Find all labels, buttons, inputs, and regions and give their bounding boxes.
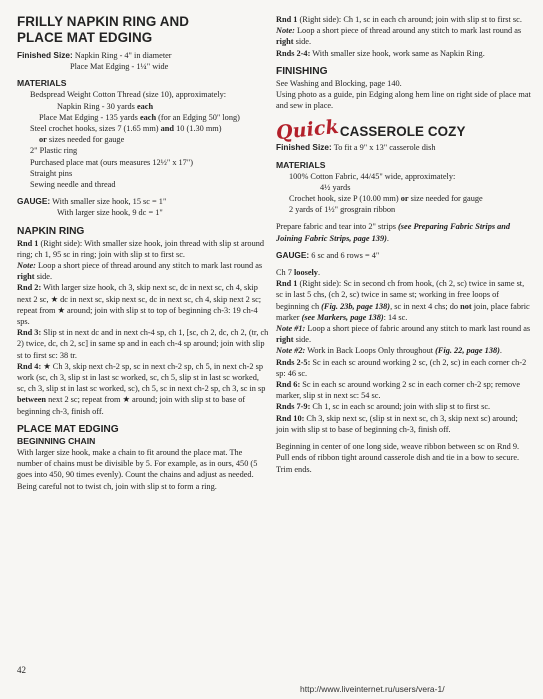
cozy-rnds-2-5: Rnds 2-5: Sc in each sc around working 2 sc, (ch 2, sc) in each corner ch-2 sp: 46 sc.: [276, 357, 527, 378]
left-column: [17, 14, 269, 492]
napkin-rnd-4: Rnd 4: ★ Ch 3, skip next ch-2 sp, sc in next ch-2 sp, ch 5, in next ch-2 sp work (sc, ch 3, slip st in last sc worked, sc, ch 5, slip st in last sc worked, sc, ch 3, slip st in last sc worked, sc), ch 5, sc in next ch-2 sp, ch 3, sc in sp between next 2 sc; repeat from ★ around; join with slip st to base of beginning ch-3, finish off.: [17, 361, 266, 416]
cozy-material-yardage: 4½ yards: [320, 182, 351, 192]
napkin-note: Note: Loop a short piece of thread around any stitch to mark last round as right side.: [17, 261, 263, 282]
cozy-rnd-6: Rnd 6: Sc in each sc around working 2 sc in each corner ch-2 sp; remove marker, slip st in next sc: 54 sc.: [276, 380, 521, 401]
cozy-rnd-1: Rnd 1 (Right side): Sc in second ch from hook, (ch 2, sc) twice in same st, sc in last 5 chs, (ch 2, sc) twice in same st; working in free loops of beginning ch (Fig. 23b, page 138), sc in next 4 chs; do not join, place fabric marker (see Markers, page 138): 14 sc.: [276, 279, 530, 322]
finished-size-label: Finished Size:: [17, 50, 73, 60]
finished-size-napkin: Finished Size: Napkin Ring - 4" in diameter: [17, 50, 172, 60]
casserole-cozy-title: QuickCASSEROLE COZY: [275, 116, 466, 145]
gauge-line-1: GAUGE: With smaller size hook, 15 sc = 1": [17, 196, 167, 207]
beginning-chain-heading: BEGINNING CHAIN: [17, 435, 96, 446]
napkin-ring-heading: NAPKIN RING: [17, 225, 85, 237]
material-place-mat: Purchased place mat (ours measures 12½" x 17"): [30, 157, 193, 167]
material-needle: Sewing needle and thread: [30, 180, 116, 190]
materials-heading: MATERIALS: [17, 78, 67, 89]
finishing-heading: FINISHING: [276, 65, 328, 77]
cozy-finished-size: Finished Size: To fit a 9" x 13" casserole dish: [276, 142, 436, 153]
beginning-chain-text: With larger size hook, make a chain to fit around the place mat. The number of chains must be divisible by 5. For example, as in ours, 450 (5 goes into 450, 90 times evenly). Count the chains and adjust as needed. Being careful not to twist ch, join with slip st to form a ring.: [17, 447, 258, 491]
cozy-note-1: Note #1: Loop a short piece of fabric around any stitch to mark last round as right side.: [276, 324, 531, 345]
finishing-line-1: See Washing and Blocking, page 140.: [276, 78, 402, 88]
finishing-line-2: Using photo as a guide, pin Edging along hem line on right side of place mat and sew in place.: [276, 90, 531, 111]
pattern-title-line-2: PLACE MAT EDGING: [17, 30, 153, 45]
napkin-rnd-3: Rnd 3: Slip st in next dc and in next ch-4 sp, ch 1, [sc, ch 2, dc, ch 2, (tr, ch 2) twice, dc, ch 2, sc] in same sp and in each ch-4 sp around; join with slip st to first sc: 38 tr.: [17, 328, 269, 360]
cozy-closing-instructions: Beginning in center of one long side, weave ribbon between sc on Rnd 9. Pull ends of ribbon tight around casserole dish and tie in a bow to secure. Trim ends.: [276, 442, 520, 474]
material-pins: Straight pins: [30, 168, 73, 178]
material-placemat-yardage: Place Mat Edging - 135 yards each (for an Edging 50" long): [39, 112, 240, 122]
material-hooks: Steel crochet hooks, sizes 7 (1.65 mm) and 10 (1.30 mm): [30, 124, 222, 134]
napkin-rnd-1: Rnd 1 (Right side): With smaller size hook, join thread with slip st around ring; ch 1, 95 sc in ring; join with slip st to first sc.: [17, 238, 265, 259]
material-thread: Bedspread Weight Cotton Thread (size 10), approximately:: [30, 90, 227, 100]
edging-rnds-2-4: Rnds 2-4: With smaller size hook, work same as Napkin Ring.: [276, 48, 485, 58]
cozy-materials-heading: MATERIALS: [276, 159, 326, 170]
pattern-title-line-1: FRILLY NAPKIN RING AND: [17, 14, 190, 29]
page-number: 42: [17, 665, 26, 675]
place-mat-edging-heading: PLACE MAT EDGING: [17, 423, 119, 435]
napkin-rnd-2: Rnd 2: With larger size hook, ch 3, skip next sc, dc in next sc, ch 4, skip next 2 sc, ★ dc in next sc, skip next sc, dc in next sc, ch 4, skip next 2 sc; repeat from ★ around; join with slip st to top of beginning ch-3: 19 ch-4 sps.: [17, 283, 262, 327]
cozy-rnds-7-9: Rnds 7-9: Ch 1, sc in each sc around; join with slip st to first sc.: [276, 402, 491, 412]
cozy-material-fabric: 100% Cotton Fabric, 44/45" wide, approximately:: [289, 171, 456, 181]
quick-script-logo: Quick: [275, 116, 340, 145]
cozy-prepare-fabric: Prepare fabric and tear into 2" strips (see Preparing Fabric Strips and Joining Fabric Strips, page 139).: [276, 222, 511, 243]
cozy-rnd-10: Rnd 10: Ch 3, skip next sc, (slip st in next sc, ch 3, skip next sc) around; join with slip st to base of beginning ch-3, finish off.: [276, 413, 518, 434]
material-hooks-gauge: or sizes needed for gauge: [39, 135, 125, 145]
right-column: [276, 14, 532, 475]
cozy-material-hook: Crochet hook, size P (10.00 mm) or size needed for gauge: [289, 194, 483, 204]
cozy-ch-7: Ch 7 loosely.: [276, 268, 321, 278]
cozy-material-ribbon: 2 yards of 1½" grosgrain ribbon: [289, 205, 396, 215]
edging-rnd-1: Rnd 1 (Right side): Ch 1, sc in each ch around; join with slip st to first sc.: [276, 15, 522, 24]
edging-note: Note: Loop a short piece of thread around any stitch to mark last round as right side.: [276, 26, 522, 47]
cozy-note-2: Note #2: Work in Back Loops Only throughout (Fig. 22, page 138).: [276, 346, 502, 356]
material-plastic-ring: 2" Plastic ring: [30, 146, 78, 156]
watermark-url: http://www.liveinternet.ru/users/vera-1/: [300, 684, 445, 694]
cozy-gauge: GAUGE: 6 sc and 6 rows = 4": [276, 249, 380, 260]
material-napkin-yardage: Napkin Ring - 30 yards each: [57, 101, 154, 111]
gauge-line-2: With larger size hook, 9 dc = 1": [57, 208, 163, 218]
finished-size-placemat: Place Mat Edging - 1¼" wide: [70, 62, 169, 72]
